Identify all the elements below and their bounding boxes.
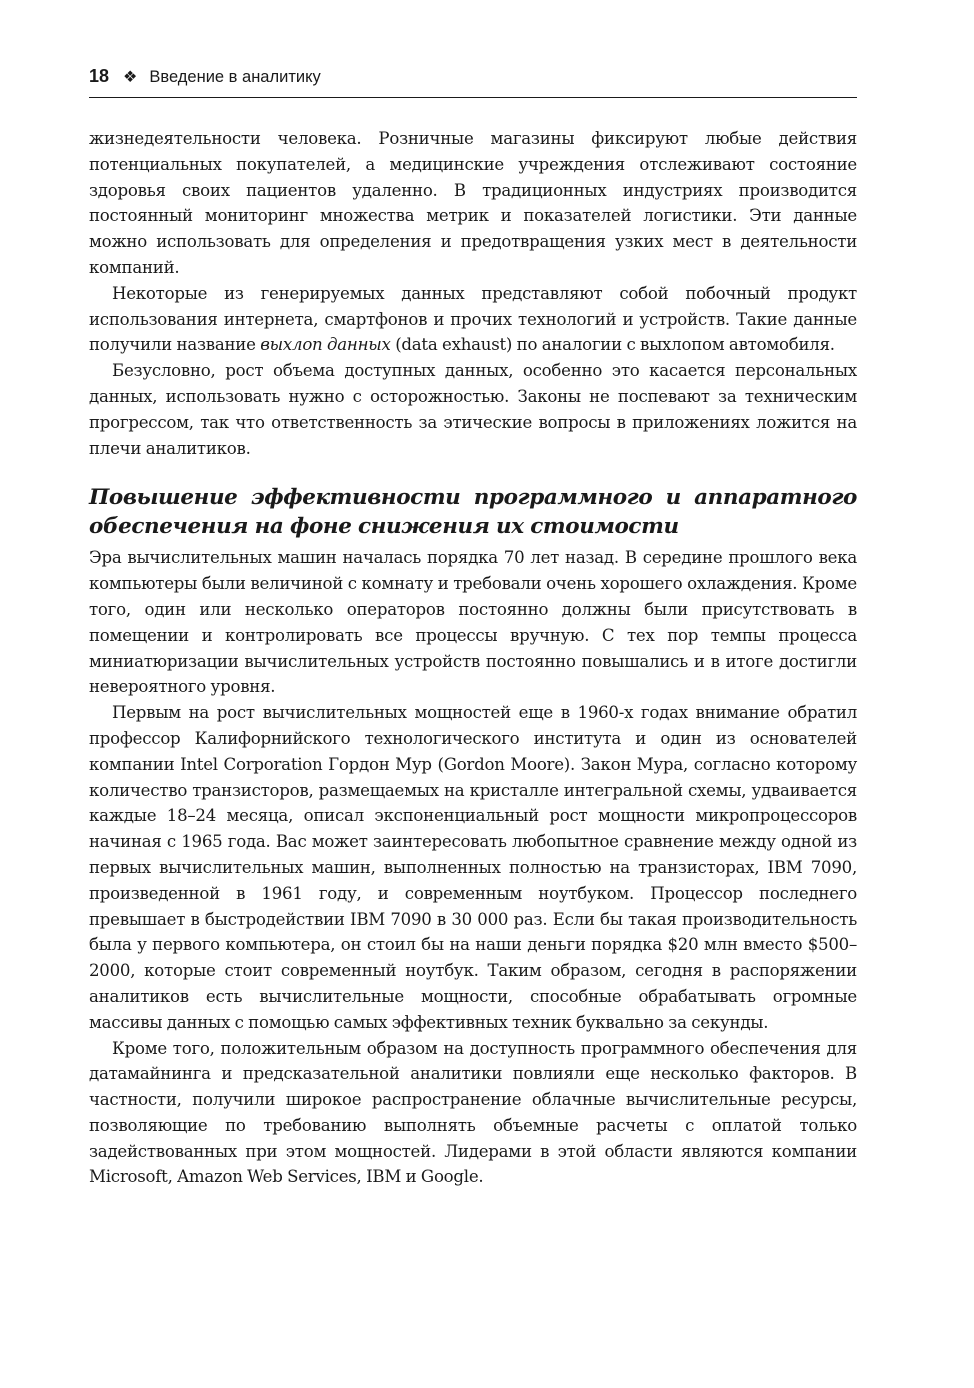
paragraph-moores-law: Первым на рост вычислительных мощностей еще в 1960-х годах внимание обратил профессор Калифорнийского технологического института и один из основателей компании Intel Corporation Гордон Мур (Gordon Moore). Закон Мура, согласно которому количество транзисторов, размещаемых на кристалле интегральной схемы, удваивается каждые 18–24 месяца, описал экспоненциальный рост мощности микропроцессоров начиная с 1965 года. Вас может заинтересовать любопытное сравнение между одной из первых вычислительных машин, выполненных полностью на транзисторах, IBM 7090, произведенной в 1961 году, и современным ноутбуком. Процессор последнего превышает в быстродействии IBM 7090 в 30 000 раз. Если бы такая производительность была у первого компьютера, он стоил бы на наши деньги порядка $20 млн вместо $500–2000, которые стоит современный ноутбук. Таким образом, сегодня в распоряжении аналитиков есть вычислительные мощности, способные обрабатывать огромные массивы данных с помощью самых эффективных техник буквально за секунды. xyxy=(89,703,857,1032)
ornament-icon: ❖ xyxy=(123,69,138,86)
running-header xyxy=(89,66,857,98)
page-body xyxy=(89,126,857,1190)
italic-term: выхлоп данных xyxy=(260,335,391,355)
paragraph-text: Некоторые из генерируемых данных представляют собой побочный продукт использования интернета, смартфонов и прочих технологий и устройств. Такие данные получили название xyxy=(89,283,857,355)
book-page xyxy=(89,66,857,1190)
paragraph-privacy: Безусловно, рост объема доступных данных, особенно это касается персональных данных, использовать нужно с осторожностью. Законы не поспевают за техническим прогрессом, так что ответственность за этические вопросы в приложениях ложится на плечи аналитиков. xyxy=(89,361,857,458)
section-heading: Повышение эффективности программного и аппаратного обеспечения на фоне снижения их стоимости xyxy=(89,485,857,540)
paragraph-computing-era: Эра вычислительных машин началась порядка 70 лет назад. В середине прошлого века компьютеры были величиной с комнату и требовали очень хорошего охлаждения. Кроме того, один или несколько операторов постоянно должны были присутствовать в помещении и контролировать все процессы вручную. С тех пор темпы процесса миниатюризации вычислительных устройств постоянно повышались и в итоге достигли невероятного уровня. xyxy=(89,548,857,697)
page-number: 18 xyxy=(89,66,110,86)
paragraph-data-exhaust xyxy=(89,281,857,358)
paragraph-cloud: Кроме того, положительным образом на доступность программного обеспечения для датамайнинга и предсказательной аналитики повлияли еще несколько факторов. В частности, получили широкое распространение облачные вычислительные ресурсы, позволяющие по требованию выполнять объемные расчеты с оплатой только задействованных при этом мощностей. Лидерами в этой области являются компании Microsoft, Amazon Web Services, IBM и Google. xyxy=(89,1038,857,1187)
paragraph-continued: жизнедеятельности человека. Розничные магазины фиксируют любые действия потенциальных покупателей, а медицинские учреждения отслеживают состояние здоровья своих пациентов удаленно. В традиционных индустриях производится постоянный мониторинг множества метрик и показателей логистики. Эти данные можно использовать для определения и предотвращения узких мест в деятельности компаний. xyxy=(89,129,857,277)
paragraph-text: (data exhaust) по аналогии с выхлопом автомобиля. xyxy=(390,335,835,355)
running-title: Введение в аналитику xyxy=(149,68,321,86)
